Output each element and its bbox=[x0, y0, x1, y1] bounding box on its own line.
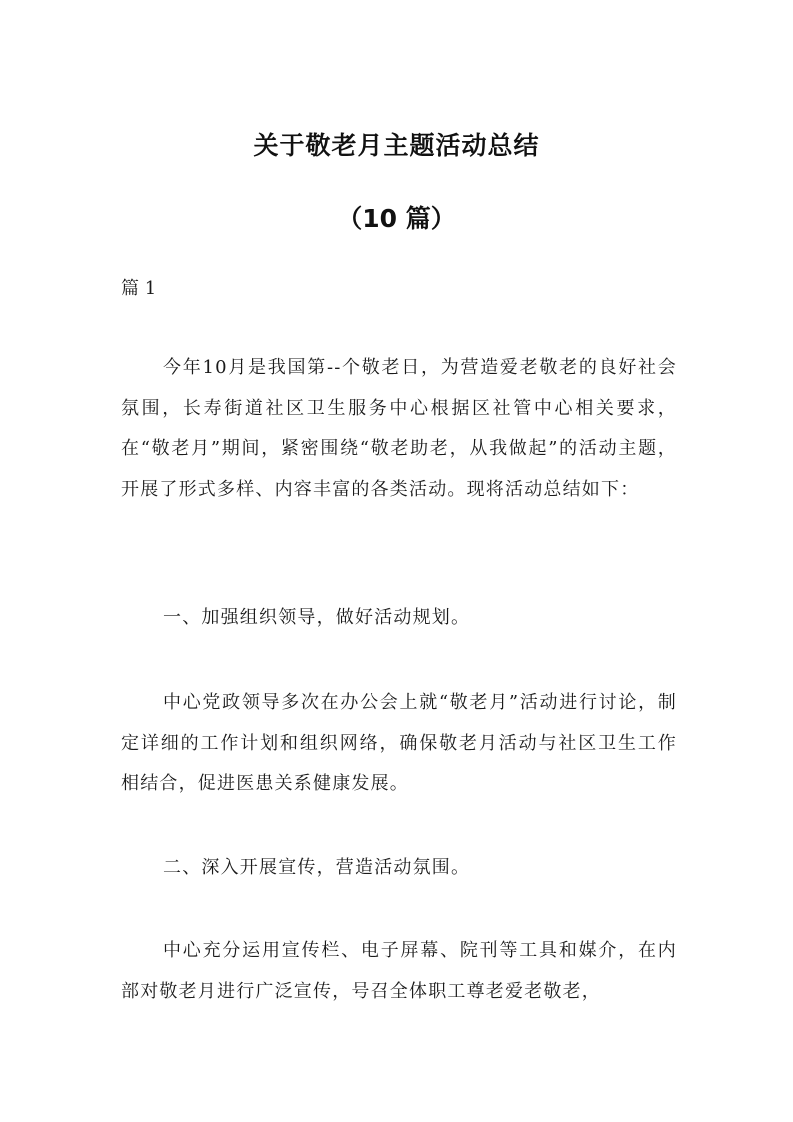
heading-section-one: 一、加强组织领导，做好活动规划。 bbox=[163, 607, 471, 628]
paragraph-section-two: 中心充分运用宣传栏、电子屏幕、院刊等工具和媒介，在内部对敬老月进行广泛宣传，号召全体职工尊老爱老敬老， bbox=[121, 940, 677, 1002]
document-title: 关于敬老月主题活动总结 bbox=[253, 131, 540, 160]
paragraph-intro: 今年10月是我国第--个敬老日，为营造爱老敬老的良好社会氛围，长寿街道社区卫生服务中心根据区社管中心相关要求，在“敬老月”期间，紧密围绕“敬老助老，从我做起”的活动主题，开展了形式多样、内容丰富的各类活动。现将活动总结如下： bbox=[121, 357, 677, 500]
heading-section-two: 二、深入开展宣传，营造活动氛围。 bbox=[163, 857, 471, 878]
section-label: 篇 1 bbox=[121, 278, 157, 299]
document-subtitle: （10 篇） bbox=[337, 204, 456, 233]
paragraph-section-one: 中心党政领导多次在办公会上就“敬老月”活动进行讨论，制定详细的工作计划和组织网络，确保敬老月活动与社区卫生工作相结合，促进医患关系健康发展。 bbox=[121, 692, 677, 794]
